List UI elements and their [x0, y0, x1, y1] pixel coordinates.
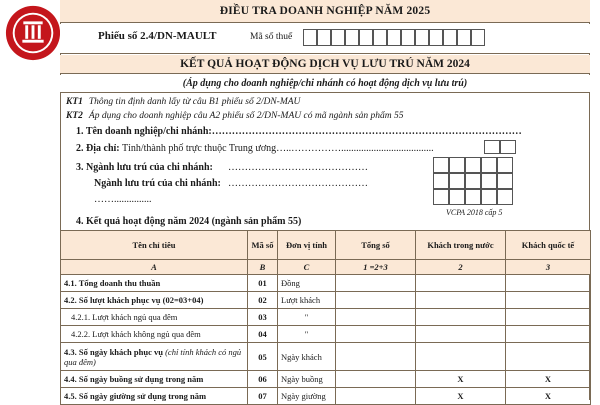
row-code: 04: [248, 326, 278, 343]
page-title: ĐIỀU TRA DOANH NGHIỆP NĂM 2025: [60, 0, 590, 23]
tax-code-digit-box[interactable]: [345, 29, 359, 46]
q3-industry-label: 3. Ngành lưu trú của chi nhánh:: [76, 162, 213, 173]
province-code-box[interactable]: [484, 140, 500, 154]
q3-dots-2[interactable]: ……………………………………: [228, 178, 368, 189]
table-row: [61, 309, 591, 326]
kt2-line: KT2 Áp dụng cho doanh nghiệp câu A2 phiếu số 2/DN-MAU có mã ngành sản phẩm 55: [66, 111, 404, 121]
row-name: 4.2. Số lượt khách phục vụ (02=03+04): [61, 292, 248, 309]
vcpa-code-box[interactable]: [497, 157, 513, 173]
tax-code-digit-box[interactable]: [471, 29, 485, 46]
vcpa-note: VCPA 2018 cấp 5: [446, 208, 503, 217]
col-header-unit: Đơn vị tính: [278, 231, 336, 260]
vcpa-code-box[interactable]: [497, 173, 513, 189]
q3-dots-3[interactable]: ……...............: [94, 194, 152, 205]
row-unit: Ngày giường: [278, 388, 336, 405]
results-table: [60, 230, 591, 405]
col-header-name: Tên chỉ tiêu: [61, 231, 248, 260]
vcpa-code-box[interactable]: [497, 189, 513, 205]
vcpa-code-box[interactable]: [449, 189, 465, 205]
table-row: [61, 326, 591, 343]
q1-business-name[interactable]: 1. Tên doanh nghiệp/chi nhánh:…………………………………………………………………………………: [76, 126, 522, 137]
report-title: KẾT QUẢ HOẠT ĐỘNG DỊCH VỤ LƯU TRÚ NĂM 2024: [60, 55, 590, 74]
cell-domestic[interactable]: X: [416, 371, 506, 388]
cell-international[interactable]: X: [506, 371, 591, 388]
tax-code-digit-box[interactable]: [303, 29, 317, 46]
tax-code-digit-box[interactable]: [359, 29, 373, 46]
cell-international[interactable]: [506, 292, 591, 309]
letter-cell: 3: [506, 260, 591, 275]
col-header-code: Mã số: [248, 231, 278, 260]
row-code: 06: [248, 371, 278, 388]
cell-domestic[interactable]: [416, 309, 506, 326]
vcpa-code-box[interactable]: [481, 157, 497, 173]
form-code: Phiếu số 2.4/DN-MAULT: [98, 30, 217, 42]
vcpa-code-box[interactable]: [433, 189, 449, 205]
q2-address[interactable]: 2. Địa chỉ: Tỉnh/thành phố trực thuộc Trung ương…..…………….....................................: [76, 143, 434, 154]
row-unit: Đồng: [278, 275, 336, 292]
vcpa-code-box[interactable]: [481, 173, 497, 189]
table-row: [61, 388, 591, 405]
cell-total[interactable]: [336, 343, 416, 371]
org-logo-icon: [4, 4, 62, 62]
table-row: [61, 343, 591, 371]
row-code: 01: [248, 275, 278, 292]
cell-international[interactable]: [506, 275, 591, 292]
vcpa-code-box[interactable]: [465, 189, 481, 205]
col-header-international: Khách quốc tế: [506, 231, 591, 260]
row-name: 4.2.2. Lượt khách không ngủ qua đêm: [61, 326, 248, 343]
vcpa-code-box[interactable]: [481, 189, 497, 205]
cell-international[interactable]: [506, 343, 591, 371]
letter-cell: 2: [416, 260, 506, 275]
q4-heading: 4. Kết quả hoạt động năm 2024 (ngành sản phẩm 55): [76, 216, 302, 227]
tax-code-digit-box[interactable]: [317, 29, 331, 46]
cell-total[interactable]: [336, 309, 416, 326]
letter-cell: A: [61, 260, 248, 275]
row-code: 07: [248, 388, 278, 405]
tax-code-digit-box[interactable]: [331, 29, 345, 46]
vcpa-code-box[interactable]: [465, 173, 481, 189]
report-subtitle: (Áp dụng cho doanh nghiệp/chi nhánh có hoạt động dịch vụ lưu trú): [60, 75, 590, 93]
cell-domestic[interactable]: X: [416, 388, 506, 405]
tax-code-digit-box[interactable]: [457, 29, 471, 46]
vcpa-code-box[interactable]: [449, 173, 465, 189]
row-unit: ": [278, 326, 336, 343]
tax-code-digit-box[interactable]: [429, 29, 443, 46]
tax-code-label: Mã số thuế: [250, 32, 293, 42]
vcpa-code-box[interactable]: [465, 157, 481, 173]
tax-code-digit-box[interactable]: [401, 29, 415, 46]
vcpa-code-box[interactable]: [433, 157, 449, 173]
col-header-domestic: Khách trong nước: [416, 231, 506, 260]
cell-total[interactable]: [336, 388, 416, 405]
row-unit: ": [278, 309, 336, 326]
cell-total[interactable]: [336, 326, 416, 343]
table-row: [61, 371, 591, 388]
col-header-total: Tổng số: [336, 231, 416, 260]
cell-international[interactable]: [506, 326, 591, 343]
tax-code-digit-box[interactable]: [415, 29, 429, 46]
row-name: 4.4. Số ngày buồng sử dụng trong năm: [61, 371, 248, 388]
vcpa-code-box[interactable]: [449, 157, 465, 173]
row-name: 4.3. Số ngày khách phục vụ (chỉ tính khách có ngủ qua đêm): [61, 343, 248, 371]
cell-domestic[interactable]: [416, 326, 506, 343]
tax-code-digit-box[interactable]: [443, 29, 457, 46]
q3-dots-1[interactable]: ……………………………………: [228, 162, 368, 173]
cell-domestic[interactable]: [416, 343, 506, 371]
cell-total[interactable]: [336, 371, 416, 388]
cell-domestic[interactable]: [416, 275, 506, 292]
tax-code-digit-box[interactable]: [373, 29, 387, 46]
letter-cell: B: [248, 260, 278, 275]
row-unit: Lượt khách: [278, 292, 336, 309]
row-name: 4.1. Tổng doanh thu thuần: [61, 275, 248, 292]
table-row: [61, 292, 591, 309]
cell-international[interactable]: X: [506, 388, 591, 405]
row-code: 05: [248, 343, 278, 371]
row-name: 4.5. Số ngày giường sử dụng trong năm: [61, 388, 248, 405]
cell-total[interactable]: [336, 275, 416, 292]
province-code-box[interactable]: [500, 140, 516, 154]
row-code: 03: [248, 309, 278, 326]
row-code: 02: [248, 292, 278, 309]
letter-cell: 1 =2+3: [336, 260, 416, 275]
letter-cell: C: [278, 260, 336, 275]
row-unit: Ngày khách: [278, 343, 336, 371]
row-name: 4.2.1. Lượt khách ngủ qua đêm: [61, 309, 248, 326]
vcpa-code-box[interactable]: [433, 173, 449, 189]
cell-international[interactable]: [506, 309, 591, 326]
row-unit: Ngày buồng: [278, 371, 336, 388]
cell-total[interactable]: [336, 292, 416, 309]
cell-domestic[interactable]: [416, 292, 506, 309]
kt1-line: KT1 Thông tin định danh lấy từ câu B1 phiếu số 2/DN-MAU: [66, 97, 301, 107]
table-row: [61, 275, 591, 292]
q3-industry-label-2: Ngành lưu trú của chi nhánh:: [94, 178, 221, 189]
tax-code-digit-box[interactable]: [387, 29, 401, 46]
